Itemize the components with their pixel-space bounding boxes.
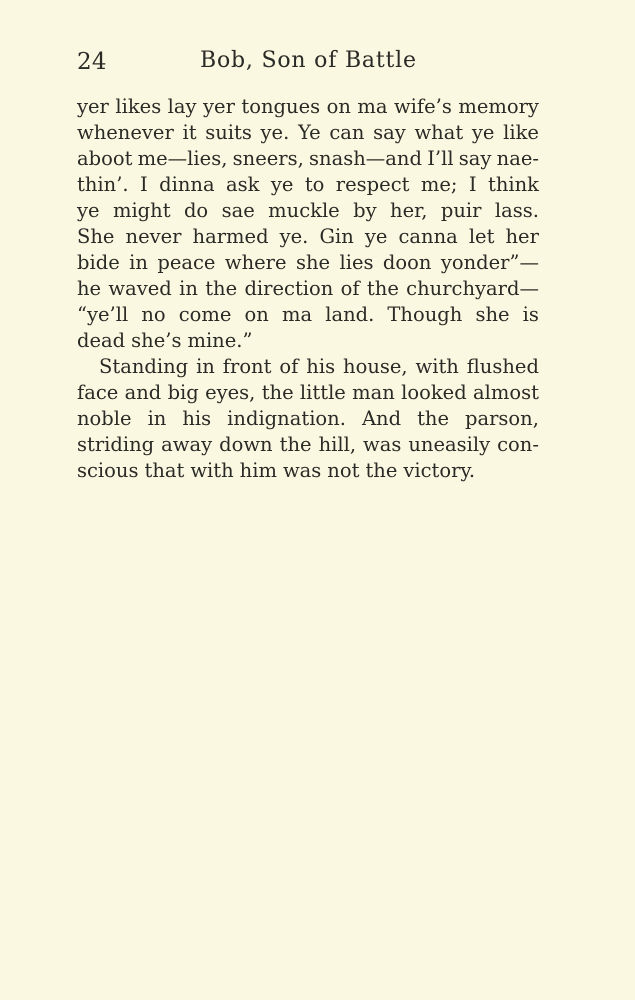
word: noble (77, 407, 132, 430)
word: lay (167, 95, 197, 118)
word: ask (225, 173, 260, 196)
word: Gin (319, 225, 354, 248)
word: looked (401, 381, 467, 404)
word: down (219, 433, 273, 456)
word: suits (205, 121, 252, 144)
word: with (415, 355, 459, 378)
word: memory (458, 95, 539, 118)
word: likes (115, 95, 162, 118)
word: was (363, 433, 402, 456)
word: hill, (318, 433, 357, 456)
word: man (352, 381, 395, 404)
word: never (125, 225, 182, 248)
page-number: 24 (77, 49, 107, 75)
word: peace (157, 251, 216, 274)
word: land. (325, 303, 375, 326)
word: snash—and (309, 147, 422, 170)
word: Though (387, 303, 463, 326)
word: him (239, 459, 277, 482)
word: like (503, 121, 539, 144)
word: away (161, 433, 213, 456)
word: scious (77, 459, 139, 482)
text-line (77, 94, 539, 120)
word: wife’s (393, 95, 452, 118)
word: the (366, 277, 399, 300)
text-line (77, 380, 539, 406)
word: puir (440, 199, 482, 222)
word: indignation. (227, 407, 346, 430)
word: whenever (77, 121, 174, 144)
text-line (77, 146, 539, 172)
word: ma (281, 303, 313, 326)
word: in (179, 277, 198, 300)
word: come (178, 303, 232, 326)
word: mine.” (187, 329, 253, 352)
word: she’s (131, 329, 182, 352)
word: the (261, 381, 294, 404)
text-line (77, 120, 539, 146)
word: might (112, 199, 171, 222)
word: he (77, 277, 102, 300)
word: ye. (279, 225, 309, 248)
word: on (326, 95, 351, 118)
text-line (77, 302, 539, 328)
word: in (129, 251, 148, 274)
word: almost (473, 381, 539, 404)
word: of (340, 277, 360, 300)
word: direction (244, 277, 334, 300)
word: aboot (77, 147, 133, 170)
word: think (487, 173, 539, 196)
paragraph-1 (77, 94, 539, 354)
word: and (124, 381, 162, 404)
word: bide (77, 251, 120, 274)
word: let (468, 225, 495, 248)
word: can (329, 121, 365, 144)
paragraph-2 (77, 354, 539, 484)
word: the (279, 433, 312, 456)
word: churchyard— (406, 277, 539, 300)
word: on (244, 303, 269, 326)
word: ye (270, 173, 294, 196)
word: it (182, 121, 197, 144)
word: in (147, 407, 167, 430)
text-line (77, 198, 539, 224)
text-line (77, 276, 539, 302)
word: ye. (260, 121, 290, 144)
word: I (140, 173, 148, 196)
word: front (222, 355, 272, 378)
word: yonder”— (440, 251, 539, 274)
word: lies (339, 251, 374, 274)
word: me—lies, (137, 147, 228, 170)
word: harmed (192, 225, 269, 248)
word: flushed (466, 355, 539, 378)
word: was (282, 459, 322, 482)
running-title: Bob, Son of Battle (200, 48, 417, 73)
word: ye (364, 225, 388, 248)
word: con- (497, 433, 539, 456)
word: dinna (159, 173, 215, 196)
word: respect (335, 173, 410, 196)
word: say (458, 147, 492, 170)
word: sae (221, 199, 255, 222)
word: canna (398, 225, 458, 248)
word: no (141, 303, 166, 326)
text-line (77, 354, 539, 380)
word: her, (390, 199, 428, 222)
word: muckle (268, 199, 340, 222)
word: where (224, 251, 287, 274)
text-line (77, 172, 539, 198)
word: tongues (241, 95, 321, 118)
word: And (361, 407, 402, 430)
word: her (505, 225, 539, 248)
word: Ye (297, 121, 321, 144)
word: with (190, 459, 234, 482)
word: the (205, 277, 238, 300)
text-line (77, 458, 539, 484)
word: lass. (494, 199, 539, 222)
word: do (183, 199, 209, 222)
text-line (77, 432, 539, 458)
word: nae- (496, 147, 539, 170)
word: ye (471, 121, 495, 144)
word: I (468, 173, 477, 196)
word: eyes, (205, 381, 256, 404)
word: his (306, 355, 336, 378)
word: She (77, 225, 115, 248)
word: of (279, 355, 299, 378)
word: his (182, 407, 212, 430)
word: the (365, 459, 398, 482)
text-line (77, 250, 539, 276)
word: little (299, 381, 346, 404)
word: big (167, 381, 199, 404)
word: “ye’ll (77, 303, 129, 326)
word: Standing (99, 355, 189, 378)
word: she (295, 251, 331, 274)
word: dead (77, 329, 126, 352)
word: uneasily (408, 433, 491, 456)
text-line (77, 328, 539, 354)
word: yer (77, 95, 109, 118)
word: to (304, 173, 325, 196)
word: doon (382, 251, 432, 274)
word: house, (343, 355, 408, 378)
word: parson, (465, 407, 539, 430)
word: I’ll (427, 147, 454, 170)
word: thin’. (77, 173, 129, 196)
word: by (353, 199, 377, 222)
word: me; (420, 173, 458, 196)
word: she (475, 303, 510, 326)
word: victory. (403, 459, 476, 482)
word: striding (77, 433, 155, 456)
word: sneers, (232, 147, 304, 170)
word: say (373, 121, 406, 144)
text-line (77, 406, 539, 432)
word: yer (203, 95, 235, 118)
word: not (327, 459, 360, 482)
word: waved (108, 277, 172, 300)
word: is (522, 303, 539, 326)
word: in (196, 355, 215, 378)
word: ma (357, 95, 388, 118)
word: what (414, 121, 464, 144)
text-line (77, 224, 539, 250)
word: the (417, 407, 449, 430)
word: face (77, 381, 119, 404)
body-text (77, 94, 539, 484)
word: that (144, 459, 185, 482)
word: ye (77, 199, 100, 222)
